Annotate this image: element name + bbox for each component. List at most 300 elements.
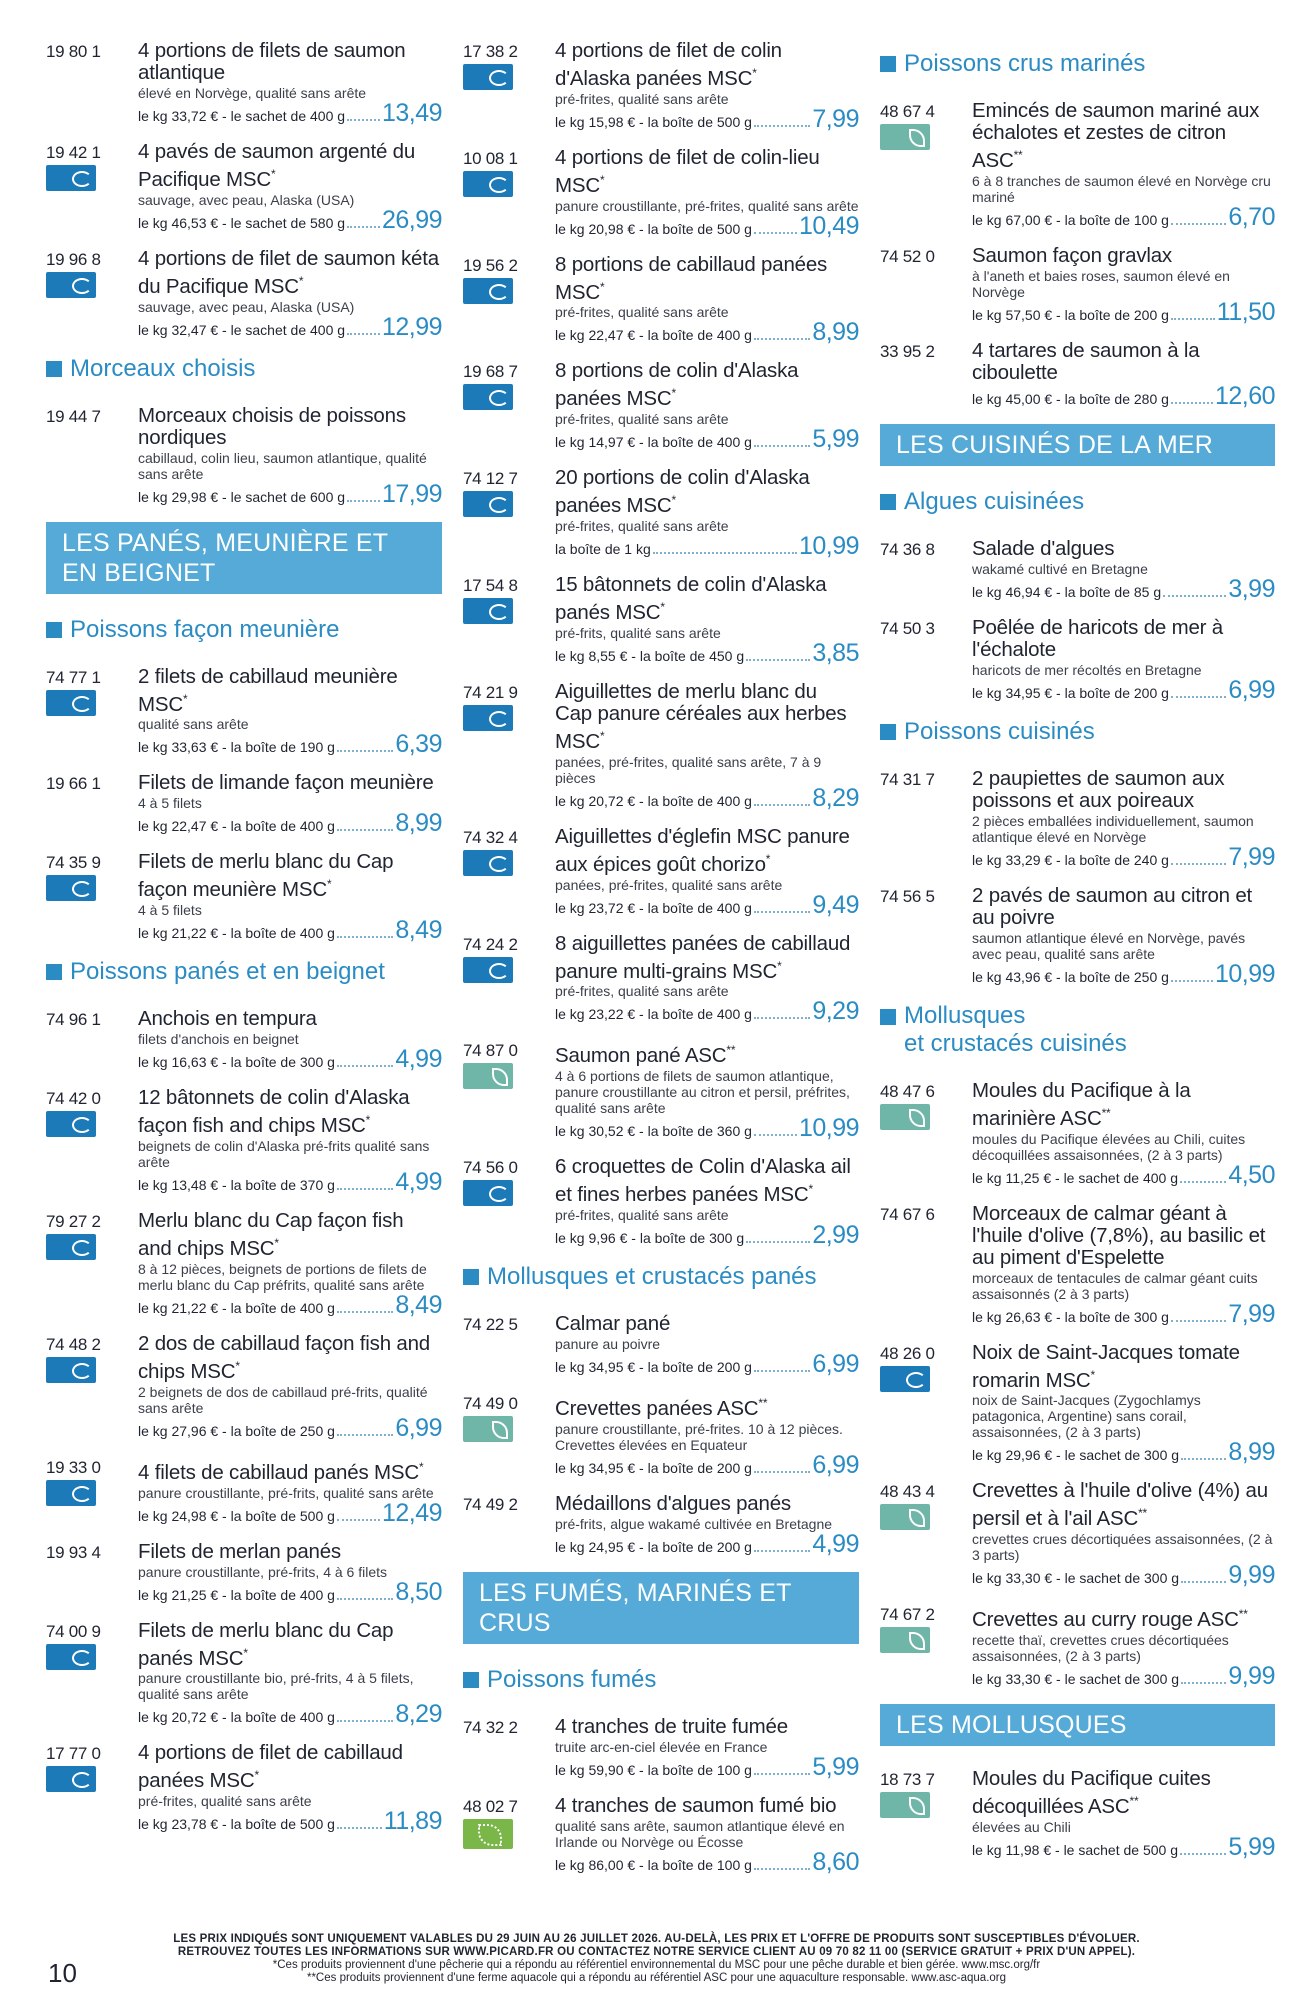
product-name-text: Morceaux choisis de poissons nordiques (138, 403, 406, 449)
product-code: 74 48 2 (46, 1334, 101, 1354)
dotted-leader (347, 119, 380, 121)
column-middle (463, 40, 859, 1890)
price-line (972, 675, 1275, 704)
product-name-text: Filets de limande façon meunière (138, 771, 434, 795)
product-description: qualité sans arête (138, 716, 249, 733)
label-footnote-mark: * (274, 1236, 279, 1251)
product-code: 19 93 4 (46, 1542, 101, 1562)
product-name (138, 405, 442, 449)
category-band: LES PANÉS, MEUNIÈRE ET EN BEIGNET (46, 522, 442, 594)
product-description: panure croustillante, pré-frites. 10 à 12 pièces. Crevettes élevées en Equateur (555, 1420, 843, 1453)
product-item (880, 768, 1275, 869)
msc-label-icon (463, 850, 513, 876)
product-name (972, 1480, 1275, 1530)
product-code: 17 77 0 (46, 1744, 101, 1764)
unit-price: la boîte de 1 kg (555, 541, 651, 558)
price-line (555, 532, 859, 561)
dotted-leader (337, 1188, 393, 1190)
price-line (555, 425, 859, 454)
product-code: 19 96 8 (46, 249, 101, 269)
fish-icon (492, 1068, 508, 1086)
msc-label-icon (46, 1357, 96, 1383)
product-item (46, 771, 442, 838)
product-description: panées, pré-frites, qualité sans arête (555, 876, 783, 893)
fish-icon (489, 497, 509, 513)
product-item (880, 1479, 1275, 1590)
unit-price: le kg 33,72 € - le sachet de 400 g (138, 108, 346, 124)
leaf-icon (478, 1824, 502, 1846)
price-line (972, 1662, 1275, 1691)
product-name (972, 617, 1275, 661)
product-price: 8,99 (812, 318, 859, 347)
product-name (555, 1313, 859, 1335)
product-code: 48 26 0 (880, 1343, 935, 1363)
label-footnote-mark: ** (726, 1043, 736, 1058)
price-line (138, 1290, 442, 1319)
product-item (880, 1603, 1275, 1691)
product-name (138, 666, 442, 716)
product-description: 6 à 8 tranches de saumon élevé en Norvège cru mariné (972, 172, 1271, 205)
msc-label-icon (46, 1766, 96, 1792)
fish-icon (909, 129, 925, 147)
product-name-text: Filets de merlan panés (138, 1539, 341, 1563)
msc-label-icon (46, 1644, 96, 1670)
label-footnote-mark: * (808, 1182, 813, 1197)
asc-label-icon (880, 1104, 930, 1130)
product-item (463, 1392, 859, 1477)
product-name (555, 254, 859, 304)
product-item (46, 850, 442, 945)
product-code: 48 02 7 (463, 1796, 518, 1816)
price-line (138, 205, 442, 234)
unit-price: le kg 29,98 € - le sachet de 600 g (138, 488, 346, 505)
product-code: 17 54 8 (463, 576, 518, 596)
label-footnote-mark: ** (1013, 148, 1023, 162)
product-price: 8,60 (812, 1847, 859, 1876)
price-line (138, 1577, 442, 1606)
unit-price: le kg 33,63 € - la boîte de 190 g (138, 739, 335, 756)
product-price: 10,99 (798, 532, 859, 561)
product-item (46, 405, 442, 506)
label-footnote-mark: * (1090, 1367, 1096, 1382)
product-code: 48 67 4 (880, 102, 935, 121)
product-name-text: Calmar pané (555, 1312, 671, 1336)
product-description: pré-frites, qualité sans arête (555, 983, 729, 1000)
dotted-leader (653, 552, 797, 554)
section-square-icon (880, 56, 896, 72)
dotted-leader (337, 1434, 393, 1436)
price-line (972, 1299, 1275, 1328)
label-footnote-mark: * (182, 691, 188, 706)
product-item (463, 1155, 859, 1250)
label-footnote-mark: ** (1238, 1607, 1248, 1622)
product-code: 74 50 3 (880, 618, 935, 638)
product-description: pré-frites, qualité sans arête (138, 1793, 312, 1810)
product-code: 74 67 6 (880, 1204, 935, 1224)
asc-label-icon (880, 1627, 930, 1653)
section-heading (463, 1666, 859, 1694)
label-footnote-mark: * (599, 172, 605, 187)
section-square-icon (46, 622, 62, 638)
product-body (972, 340, 1275, 408)
product-code: 17 38 2 (463, 42, 518, 61)
product-description: panure au poivre (555, 1336, 661, 1353)
section-heading (463, 1263, 859, 1291)
product-name (555, 1795, 859, 1817)
product-name-text: Poêlée de haricots de mer à l'échalote (972, 615, 1224, 661)
label-footnote-mark: * (235, 1358, 240, 1373)
product-name-text: 4 tartares de saumon à la ciboulette (972, 338, 1200, 384)
fish-icon (72, 1486, 92, 1502)
price-line (972, 381, 1275, 410)
product-code: 74 35 9 (46, 853, 101, 873)
dotted-leader (1171, 223, 1226, 225)
product-name (138, 1008, 442, 1030)
product-name-text: 8 portions de colin d'Alaska panées MSC (555, 359, 799, 411)
product-name-text: 4 portions de filet de saumon kéta du Pacifique MSC (138, 246, 439, 298)
product-name (972, 1342, 1275, 1392)
product-name-text: 2 pavés de saumon au citron et au poivre (972, 883, 1253, 929)
price-line (555, 1450, 859, 1479)
product-price: 8,29 (395, 1700, 442, 1729)
product-name (138, 1087, 442, 1137)
product-price: 6,99 (395, 1413, 442, 1442)
product-name (138, 141, 442, 191)
product-name (555, 574, 859, 624)
product-body (555, 1493, 859, 1556)
price-line (555, 783, 859, 812)
product-price: 8,99 (395, 809, 442, 838)
product-item (463, 574, 859, 665)
dotted-leader (337, 1598, 393, 1600)
product-body (972, 617, 1275, 702)
unit-price: le kg 20,72 € - la boîte de 400 g (138, 1709, 335, 1726)
product-code: 74 77 1 (46, 667, 101, 687)
unit-price: le kg 45,00 € - la boîte de 280 g (972, 390, 1169, 407)
unit-price: le kg 29,96 € - le sachet de 300 g (972, 1447, 1180, 1464)
label-footnote-mark: * (254, 1768, 259, 1783)
product-description: panure croustillante, pré-frites, qualité sans arête (555, 197, 859, 214)
product-name (972, 885, 1275, 929)
label-footnote-mark: ** (1129, 1794, 1139, 1809)
product-name-text: Saumon façon gravlax (972, 243, 1172, 267)
product-body (972, 1768, 1275, 1859)
dotted-leader (754, 445, 810, 447)
product-name-text: Médaillons d'algues panés (555, 1491, 791, 1515)
product-item (880, 1342, 1275, 1465)
product-name-text: Moules du Pacifique à la marinière ASC (972, 1078, 1191, 1130)
product-body (555, 574, 859, 665)
product-code: 74 32 4 (463, 827, 518, 847)
section-title: Poissons cuisinés (904, 717, 1095, 745)
label-footnote-mark: ** (1138, 1506, 1148, 1521)
organic-leaf-icon (463, 1819, 513, 1849)
product-description: à l'aneth et baies roses, saumon élevé en Norvège (972, 267, 1230, 300)
product-code: 74 56 5 (880, 886, 935, 906)
product-price: 13,49 (381, 99, 442, 127)
msc-label-icon (46, 690, 96, 716)
product-body (138, 666, 442, 757)
price-line (972, 1160, 1275, 1189)
price-line (972, 1832, 1275, 1861)
product-name-text: Merlu blanc du Cap façon fish and chips MSC (138, 1209, 404, 1260)
section-title: Mollusques et crustacés panés (487, 1263, 817, 1291)
unit-price: le kg 67,00 € - la boîte de 100 g (972, 211, 1169, 228)
product-name-text: 2 paupiettes de saumon aux poissons et aux poireaux (972, 766, 1225, 812)
category-band: LES MOLLUSQUES (880, 1704, 1275, 1746)
product-name-text: Moules du Pacifique cuites décoquillées ASC (972, 1767, 1211, 1818)
unit-price: le kg 34,95 € - la boîte de 200 g (555, 1359, 752, 1376)
product-code: 18 73 7 (880, 1770, 935, 1790)
footer-price-validity: LES PRIX INDIQUÉS SONT UNIQUEMENT VALABLES DU 29 JUIN AU 26 JUILLET 2026. AU-DELÀ, LES PRIX ET L'OFFRE DE PRODUITS SONT SUSCEPTIBLES D'ÉVOLUER. (173, 1933, 1140, 1945)
asc-label-icon (463, 1416, 513, 1442)
label-footnote-mark: * (365, 1113, 371, 1128)
product-name-text: Aiguillettes de merlu blanc du Cap panure céréales aux herbes MSC (555, 679, 847, 753)
product-name-text: 4 portions de filets de saumon atlantique (138, 39, 406, 84)
msc-label-icon (46, 165, 96, 191)
unit-price: le kg 46,53 € - le sachet de 580 g (138, 214, 346, 231)
msc-label-icon (463, 705, 513, 731)
product-name (555, 1493, 859, 1515)
msc-label-icon (463, 491, 513, 517)
dotted-leader (754, 1134, 797, 1136)
product-name (555, 681, 859, 753)
product-code: 33 95 2 (880, 341, 935, 361)
asc-label-icon (463, 1063, 513, 1089)
product-code: 79 27 2 (46, 1212, 101, 1232)
section-title: Algues cuisinées (904, 487, 1085, 515)
product-name-text: 12 bâtonnets de colin d'Alaska façon fish and chips MSC (138, 1086, 410, 1138)
product-price: 7,99 (1228, 1299, 1275, 1328)
price-line (555, 890, 859, 919)
section-heading (880, 718, 1275, 746)
product-item (463, 40, 859, 131)
product-name-text: 20 portions de colin d'Alaska panées MSC (555, 466, 810, 518)
product-name-text: Noix de Saint-Jacques tomate romarin MSC (972, 1340, 1240, 1392)
fish-icon (909, 1109, 925, 1127)
product-price: 11,50 (1216, 297, 1275, 326)
product-description: panure croustillante bio, pré-frits, 4 à 5 filets, qualité sans arête (138, 1670, 414, 1703)
product-body (138, 141, 442, 232)
product-body (138, 1210, 442, 1317)
product-name (138, 772, 442, 794)
price-line (138, 1168, 442, 1197)
product-price: 4,50 (1228, 1160, 1275, 1189)
product-item (463, 681, 859, 810)
dotted-leader (1171, 696, 1226, 698)
product-code: 19 33 0 (46, 1457, 101, 1477)
dotted-leader (337, 1311, 393, 1313)
product-code: 74 49 2 (463, 1494, 518, 1514)
section-title-line: Mollusques (904, 1001, 1026, 1029)
price-line (972, 1438, 1275, 1467)
fish-icon (492, 1421, 508, 1439)
price-line (972, 959, 1275, 988)
product-description: 4 à 5 filets (138, 902, 202, 919)
product-item (46, 1456, 442, 1525)
dotted-leader (337, 1827, 382, 1829)
msc-label-icon (46, 272, 96, 298)
unit-price: le kg 23,72 € - la boîte de 400 g (555, 899, 752, 916)
unit-price: le kg 33,30 € - le sachet de 300 g (972, 1570, 1180, 1587)
product-body (972, 245, 1275, 324)
label-footnote-mark: * (765, 851, 771, 866)
product-name (138, 1541, 442, 1563)
dotted-leader (746, 1241, 810, 1243)
product-price: 12,49 (381, 1498, 442, 1527)
unit-price: le kg 9,96 € - la boîte de 300 g (555, 1230, 745, 1247)
product-price: 8,49 (395, 916, 442, 945)
product-name (972, 245, 1275, 267)
product-name-text: 4 filets de cabillaud panés MSC (138, 1460, 419, 1484)
product-description: crevettes crues décortiquées assaisonnées, (2 à 3 parts) (972, 1531, 1273, 1564)
product-item (46, 1007, 442, 1074)
product-name (972, 1203, 1275, 1269)
product-description: pré-frites, qualité sans arête (555, 518, 729, 535)
label-footnote-mark: ** (758, 1396, 768, 1411)
dotted-leader (347, 226, 380, 228)
fish-icon (489, 856, 509, 872)
price-line (555, 318, 859, 347)
product-name (972, 768, 1275, 812)
section-square-icon (463, 1269, 479, 1285)
product-price: 6,39 (395, 730, 442, 759)
product-price: 12,99 (381, 312, 442, 341)
product-body (138, 248, 442, 339)
section-heading (46, 355, 442, 383)
product-price: 5,99 (812, 425, 859, 454)
product-code: 19 42 1 (46, 143, 101, 162)
section-square-icon (46, 361, 62, 377)
product-body (138, 405, 442, 506)
unit-price: le kg 21,22 € - la boîte de 400 g (138, 1299, 335, 1316)
dotted-leader (754, 125, 810, 127)
label-footnote-mark: ** (1101, 1105, 1111, 1120)
product-item (46, 666, 442, 757)
product-description: pré-frites, qualité sans arête (555, 411, 729, 428)
price-line (138, 916, 442, 945)
product-name (972, 340, 1275, 384)
section-title: Poissons panés et en beignet (70, 958, 385, 986)
product-code: 74 22 5 (463, 1315, 518, 1335)
product-body (555, 681, 859, 810)
section-heading (46, 958, 442, 986)
product-name-text: Anchois en tempura (138, 1007, 317, 1031)
dotted-leader (347, 333, 380, 335)
product-item (46, 248, 442, 339)
product-body (972, 1603, 1275, 1691)
dotted-leader (754, 1773, 810, 1775)
product-body (555, 147, 859, 238)
product-item (46, 1541, 442, 1604)
product-name (555, 360, 859, 410)
product-name-text: Aiguillettes d'églefin MSC panure aux épices goût chorizo (555, 824, 850, 876)
product-item (46, 1210, 442, 1317)
label-footnote-mark: * (660, 600, 665, 615)
product-name (555, 933, 859, 983)
unit-price: le kg 23,22 € - la boîte de 400 g (555, 1006, 752, 1023)
price-line (555, 997, 859, 1026)
product-item (463, 359, 859, 454)
product-name (972, 1603, 1275, 1631)
unit-price: le kg 16,63 € - la boîte de 300 g (138, 1054, 335, 1071)
product-code: 74 49 0 (463, 1394, 518, 1414)
product-description: panure croustillante, pré-frits, qualité sans arête (138, 1484, 434, 1501)
product-price: 4,99 (395, 1045, 442, 1074)
product-description: wakamé cultivé en Bretagne (972, 560, 1148, 577)
product-name-text: Filets de merlu blanc du Cap panés MSC (138, 1618, 394, 1670)
dotted-leader (337, 829, 393, 831)
product-description: élevées au Chili (972, 1818, 1071, 1835)
product-code: 74 36 8 (880, 539, 935, 559)
product-name (555, 826, 859, 876)
msc-label-icon (463, 1180, 513, 1206)
msc-label-icon (880, 1366, 930, 1392)
product-item (463, 1493, 859, 1556)
product-description: truite arc-en-ciel élevée en France (555, 1738, 768, 1755)
product-item (46, 141, 442, 232)
fish-icon (909, 1632, 925, 1650)
product-code: 48 43 4 (880, 1482, 935, 1502)
product-name-text: Salade d'algues (972, 536, 1115, 560)
dotted-leader (1163, 595, 1226, 597)
product-item (880, 245, 1275, 324)
product-name-text: 4 portions de filet de colin-lieu MSC (555, 145, 820, 197)
product-body (555, 254, 859, 345)
fish-icon (906, 1372, 926, 1388)
product-name-text: 4 tranches de saumon fumé bio (555, 1793, 837, 1817)
label-footnote-mark: * (326, 877, 332, 892)
product-item (463, 466, 859, 561)
price-line (138, 479, 442, 508)
product-description: pré-frits, algue wakamé cultivée en Bretagne (555, 1515, 833, 1532)
product-item (46, 1086, 442, 1197)
price-line (972, 297, 1275, 326)
product-description: panées, pré-frites, qualité sans arête, 7 à 9 pièces (555, 753, 822, 786)
unit-price: le kg 21,25 € - la boîte de 400 g (138, 1586, 335, 1603)
product-body (555, 1392, 859, 1477)
product-body (138, 40, 442, 125)
product-code: 74 67 2 (880, 1605, 935, 1625)
product-item (880, 1080, 1275, 1187)
product-code: 74 24 2 (463, 934, 518, 954)
dotted-leader (1171, 318, 1215, 320)
asc-label-icon (880, 124, 930, 150)
price-line (138, 312, 442, 341)
label-footnote-mark: * (418, 1459, 424, 1474)
price-line (555, 211, 859, 240)
product-body (972, 885, 1275, 986)
product-name-text: Filets de merlu blanc du Cap façon meunière MSC (138, 850, 394, 902)
product-name-text: 4 portions de filet de colin d'Alaska panées MSC (555, 39, 782, 90)
product-description: pré-frites, qualité sans arête (555, 90, 729, 107)
product-name (555, 1716, 859, 1738)
fish-icon (489, 604, 509, 620)
fish-icon (72, 1363, 92, 1379)
msc-label-icon (463, 957, 513, 983)
product-name (555, 40, 859, 90)
product-item (46, 1620, 442, 1727)
product-price: 17,99 (381, 479, 442, 508)
product-name-text: 2 dos de cabillaud façon fish and chips MSC (138, 1331, 431, 1383)
dotted-leader (746, 659, 810, 661)
product-price: 10,99 (1214, 959, 1275, 988)
product-price: 12,60 (1214, 381, 1275, 410)
unit-price: le kg 13,48 € - la boîte de 370 g (138, 1177, 335, 1194)
column-right (880, 40, 1275, 1875)
unit-price: le kg 33,29 € - la boîte de 240 g (972, 851, 1169, 868)
price-line (555, 638, 859, 667)
